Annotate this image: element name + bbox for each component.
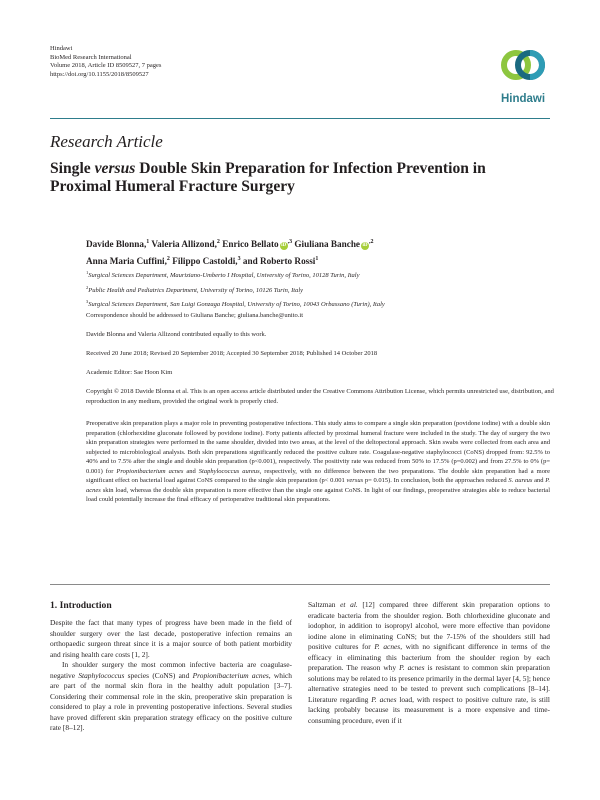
- affiliations: [86, 267, 556, 311]
- copyright: Copyright © 2018 Davide Blonna et al. This is an open access article distributed under the Creative Commons Attribution License, which permits unrestricted use, distribution, and reproduction in any medium, provided the original work is properly cited.: [86, 388, 554, 405]
- paragraph: Saltzman et al. [12] compared three different skin preparation options to eradicate bacteria from the shoulder region. Both chlorhexidine gluconate and iodophor, in addition to isopropyl alcohol, were more effective than povidone iodine alone in eliminating CoNS; but the 7-15% of the shoulders still had positive cultures for P. acnes, with no significant difference in terms of the efficacy in eliminating this bacterium from the shoulder region by each preparation. The reason why P. acnes is resistant to common skin preparation solutions may be related to its presence primarily in the dermal layer [4, 5]; hence alternative strategies need to be tested to prevent such complications [8–14]. Literature regarding P. acnes load, with respect to positive culture rate, is still lacking probably because its measurement is a more expensive and time-consuming procedure, even if it: [308, 600, 550, 725]
- doi-link[interactable]: https://doi.org/10.1155/2018/8509527: [50, 70, 149, 78]
- academic-editor: Academic Editor: Sae Hoon Kim: [86, 369, 173, 376]
- publisher-name: Hindawi: [50, 45, 73, 52]
- affiliation: $^3$Surgical Sciences Department, San Luigi Gonzaga Hospital, University of Torino, 10043 Orbassano (Turin), Italy: [86, 299, 385, 309]
- author-list: [86, 235, 526, 268]
- author[interactable]: Filippo Castoldi,$^3$: [172, 255, 241, 266]
- volume-line: Volume 2018, Article ID 8509527, 7 pages: [50, 62, 162, 70]
- affiliation: $^1$Surgical Sciences Department, Mauriziano-Umberto I Hospital, University of Torino, 10128 Turin, Italy: [86, 270, 360, 280]
- abstract: Preoperative skin preparation plays a major role in preventing postoperative infections. This study aims to compare a single skin preparation (povidone iodine) with a double skin preparation (chlorhexidine gluconate followed by povidone iodine). Forty patients affected by proximal humeral fracture were included in the study. The day of surgery the two skin preparation strategies were performed in the same shoulder, divided into two areas, at the level of the deltopectoral approach. Skin swabs were collected from each area and subjected to microbiological analysis. Both skin preparations significantly reduced the positive culture rate. Coagulase-negative staphylococci (CoNS) dropped from: 92.5% to 40% and to 7.5% after the single and double skin preparation (p<0.001), respectively. The positivity rate was reduced from 50% to 17.5% (p=0.002) and from 27.5% to 0% (p= 0.001) for Propionibacterium acnes and Staphylococcus aureus, respectively, with no difference between the two preparations. The double skin preparation had a more significant effect on bacterial load against CoNS compared to the single skin preparation (p< 0.001 versus p= 0.015). In conclusion, both the approaches reduced S. aureus and P. acnes skin load, whereas the double skin preparation is more effective than the single one against CoNS. In light of our findings, preoperative strategies able to reduce bacterial load could potentially increase the final efficacy of perioperative traditional skin preparations.: [86, 420, 551, 504]
- hindawi-logo-icon: [497, 44, 549, 106]
- right-column: [308, 600, 550, 726]
- logo-wordmark: Hindawi: [500, 93, 546, 105]
- author[interactable]: and Roberto Rossi$^1$: [242, 255, 319, 266]
- section-divider: [50, 584, 550, 585]
- author[interactable]: Davide Blonna,$^1$: [86, 239, 150, 250]
- article-title: Single versus Double Skin Preparation for Infection Prevention in Proximal Humeral Fracture Surgery: [50, 160, 486, 195]
- left-column: [50, 618, 292, 734]
- correspondence: Correspondence should be addressed to Giuliana Banche; giuliana.banche@unito.it: [86, 312, 303, 319]
- dates: Received 20 June 2018; Revised 20 September 2018; Accepted 30 September 2018; Published 14 October 2018: [86, 350, 378, 357]
- hindawi-logo: [497, 44, 549, 106]
- orcid-icon[interactable]: iD: [281, 243, 287, 249]
- author[interactable]: Giuliana Banche $iD^{,2}$: [294, 239, 374, 250]
- paragraph: Despite the fact that many types of progress have been made in the field of shoulder surgery over the last decade, postoperative infection remains an orthopaedic surgeon threat since it is a major source of both patient morbidity and rising health care costs [1, 2].: [50, 618, 292, 659]
- author[interactable]: Valeria Allizond,$^2$: [151, 239, 220, 250]
- equal-contribution: Davide Blonna and Valeria Allizond contributed equally to this work.: [86, 331, 267, 338]
- author[interactable]: Anna Maria Cuffini,$^2$: [86, 255, 170, 266]
- section-heading-introduction: 1. Introduction: [50, 600, 112, 611]
- paragraph: In shoulder surgery the most common infective bacteria are coagulase-negative Staphylococcus species (CoNS) and Propionibacterium acnes, which are part of the normal skin flora in the healthy adult population [3–7]. Considering their commensal role in the skin, preoperative skin preparation is considered to play a role in preventing postoperative infections. Several studies have proved different skin preparation strategy efficacy on the positive culture rate [8–12].: [50, 660, 292, 732]
- author[interactable]: Enrico Bellato $iD^{,3}$: [222, 239, 293, 250]
- affiliation: $^2$Public Health and Pediatrics Department, University of Torino, 10126 Turin, Italy: [86, 284, 304, 294]
- article-type: Research Article: [50, 132, 163, 151]
- orcid-icon[interactable]: iD: [362, 243, 368, 249]
- header-rule: [50, 118, 550, 119]
- journal-header: [50, 45, 161, 79]
- journal-name: BioMed Research International: [50, 53, 132, 61]
